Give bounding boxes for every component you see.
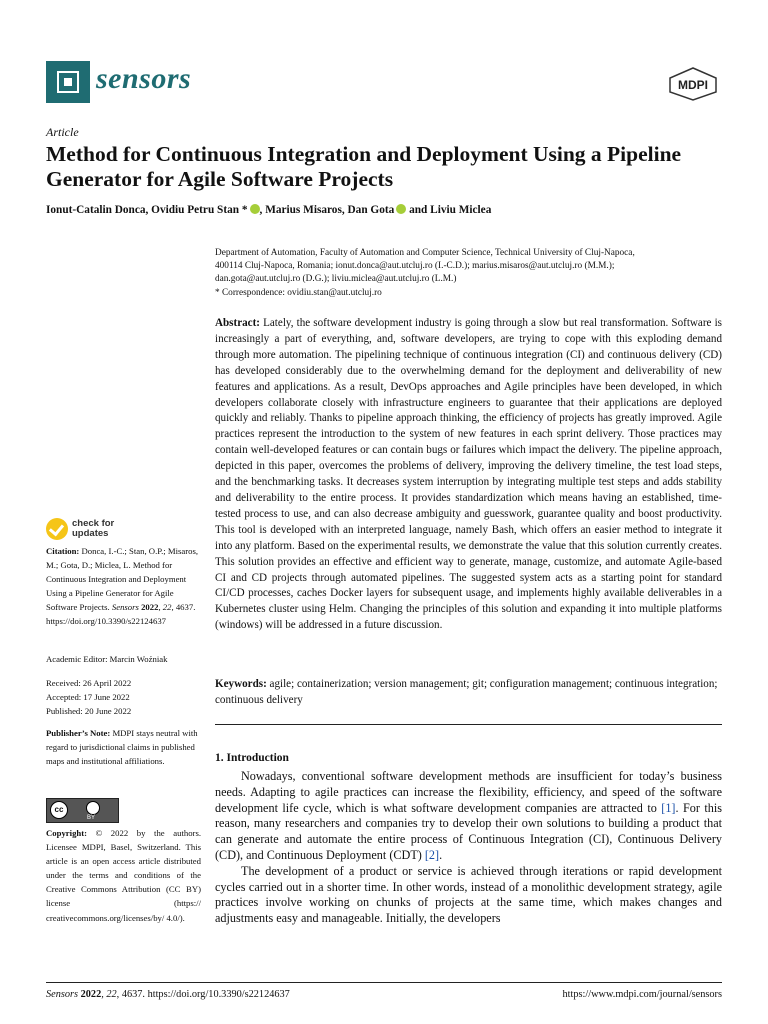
accepted-date: Accepted: 17 June 2022 (46, 692, 130, 703)
footer-journal-url[interactable]: https://www.mdpi.com/journal/sensors (562, 989, 722, 1000)
divider (215, 724, 722, 725)
author-name[interactable]: Dan Gota (347, 204, 395, 216)
author-name[interactable]: Marius Misaros (265, 204, 342, 216)
footer-divider (46, 982, 722, 983)
abstract-label: Abstract: (215, 317, 260, 329)
affiliation-line: 400114 Cluj-Napoca, Romania; ionut.donca@aut.utcluj.ro (I.-C.D.); marius.misaros@aut.utcluj.ro (M.M.); (215, 261, 615, 272)
author-list: Ionut-Catalin Donca, Ovidiu Petru Stan * , Marius Misaros, Dan Gota and Liviu Miclea (46, 204, 492, 216)
check-updates-label: check for (72, 518, 115, 529)
keywords-text: agile; containerization; version management; git; configuration management; continuous integration; continuous delivery (215, 678, 718, 706)
corresponding-mark: * (239, 204, 248, 216)
affiliation-line: dan.gota@aut.utcluj.ro (D.G.); liviu.miclea@aut.utcluj.ro (L.M.) (215, 274, 457, 285)
author-name[interactable]: Ovidiu Petru Stan (151, 204, 240, 216)
published-date: Published: 20 June 2022 (46, 706, 132, 717)
cc-by-license-icon[interactable]: cc BY (46, 798, 119, 823)
affiliations (215, 247, 725, 300)
journal-name: sensors (96, 62, 192, 95)
intro-body (215, 769, 722, 927)
author-name[interactable]: Ionut-Catalin Donca (46, 204, 146, 216)
affiliation-line: Department of Automation, Faculty of Automation and Computer Science, Technical University of Cluj-Napoca, (215, 248, 635, 258)
citation-link-2[interactable]: [2] (424, 847, 440, 862)
paragraph: The development of a product or service is achieved through iterations or rapid development cycles carried out in a shorter time. In other words, instead of a monolithic development strategy, agile practices involve working on chunks of projects at the same time, which makes changes and adjustments easy and manageable. Initially, the developers (215, 863, 722, 926)
orcid-icon[interactable] (396, 204, 406, 214)
citation-link-1[interactable]: [1] (661, 800, 676, 815)
correspondence: * Correspondence: ovidiu.stan@aut.utcluj.ro (215, 287, 382, 298)
abstract-text: Lately, the software development industry is going through a slow but real transformation. Software is increasingly a part of everything, and, software developers, are trying to cope with this exploding demand through more automation. The pipelining technique of continuous integration (CI) and continuous delivery (CD) has developed considerably due to the overwhelming demand for the deployment and deliverability of new features and applications. As a result, DevOps approaches and Agile principles have been developed, in which developers collaborate closely with infrastructure engineers to guarantee that their applications are deployed quickly and reliably. Thanks to pipeline approach thinking, the efficiency of projects has greatly improved. Agile practices represent the introduction to the system of new features in each sprint delivery. Those practices may contain well-developed features or can contain bugs or failures which impact the delivery. The pipeline approach, depicted in this paper, overcomes the problems of delivery, improving the delivery timeline, the test load steps, and the benchmarking tasks. It decreases system interruption by integrating multiple test steps and adds stability and deliverability to the entire process. It provides standardization which means having an established, time-tested process to use, and can also decrease ambiguity and guesswork, guarantee quality and boost productivity. This tool is developed with an interpreted language, namely Bash, which offers an easier method to integrate it into any platform. Based on the experimental results, we demonstrate the value that this solution currently creates. This solution provides an effective and efficient way to generate, manage, customize, and automate Agile-based CI and CD projects through automated pipelines. The suggested system acts as a starting point for standard CI/CD processes, caches Docker layers for subsequent usage, and implements highly available deliverables in a Kubernetes cluster using Helm. Changing the principles of this solution and expanding it into multiple platforms (windows) will be addressed in a future discussion. (215, 317, 722, 632)
paragraph: Nowadays, conventional software development methods are insufficient for today’s business needs. Adapting to agile practices can increase the flexibility, efficiency, and speed of the software development life cycle, which is what software development companies are attracted to [1]. For this reason, many researchers and companies try to develop their own solutions to building a product that can generate and automate the entire process of Continuous Integration (CI), Continuous Delivery (CD), and Continuous Deployment (CDT) [2]. (215, 769, 722, 862)
academic-editor: Academic Editor: Marcin Woźniak (46, 654, 168, 664)
citation-label: Citation: (46, 546, 80, 556)
publisher-name: MDPI (678, 78, 708, 92)
abstract (215, 316, 722, 634)
keywords-label: Keywords: (215, 678, 267, 690)
orcid-icon[interactable] (250, 204, 260, 214)
check-updates-label: updates (72, 528, 109, 539)
check-updates-icon (46, 518, 68, 540)
article-type: Article (46, 125, 79, 139)
footer-citation: Sensors 2022, 22, 4637. https://doi.org/10.3390/s22124637 (46, 989, 290, 1000)
check-for-updates-button[interactable] (46, 516, 156, 546)
author-name[interactable]: Liviu Miclea (430, 204, 492, 216)
journal-logo-icon (46, 61, 90, 103)
citation-block: Citation: Donca, I.-C.; Stan, O.P.; Misaros, M.; Gota, D.; Miclea, L. Method for Continuous Integration and Deployment Using a Pipeline Generator for Agile Software Projects. Sensors 2022, 22, 4637. https://doi.org/10.3390/s22124637 (46, 546, 199, 627)
keywords (215, 677, 722, 709)
received-date: Received: 26 April 2022 (46, 678, 132, 688)
mdpi-logo-icon (664, 66, 722, 102)
article-title: Method for Continuous Integration and Deployment Using a Pipeline Generator for Agile Software Projects (46, 142, 682, 191)
dates (46, 676, 201, 718)
copyright: Copyright: © 2022 by the authors. Licensee MDPI, Basel, Switzerland. This article is an open access article distributed under the terms and conditions of the Creative Commons Attribution (CC BY) license (https:// creativecommons.org/licenses/by/ 4.0/). (46, 828, 201, 923)
section-heading: 1. Introduction (215, 752, 289, 764)
publisher-note: Publisher’s Note: MDPI stays neutral with regard to jurisdictional claims in published maps and institutional affiliations. (46, 728, 198, 767)
